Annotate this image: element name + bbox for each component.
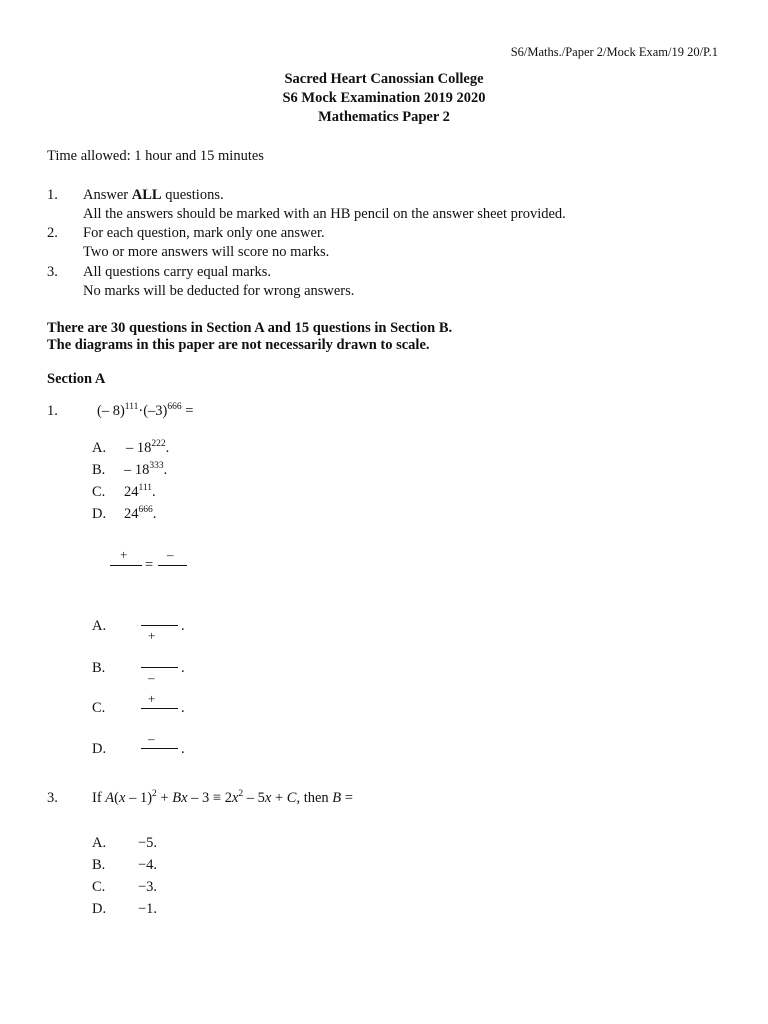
fraction-plus-sign: + — [120, 547, 128, 562]
instruction-2-line-2: Two or more answers will score no marks. — [83, 244, 330, 260]
instruction-1-line-1: Answer ALL questions. — [83, 187, 224, 203]
equals-sign: = — [145, 557, 154, 573]
school-name: Sacred Heart Canossian College — [284, 71, 484, 87]
option-letter: A. — [92, 440, 107, 456]
section-heading: Section A — [47, 371, 106, 387]
option-end: . — [181, 700, 185, 716]
question-1-expression: (– $8)^{111}\cdot(-3)^{666}$ = — [97, 402, 194, 419]
option-letter: D. — [92, 741, 107, 757]
option-letter: B. — [92, 857, 106, 873]
option-end: . — [181, 660, 185, 676]
question-1-option-a: – $18^{222}$. — [126, 439, 170, 456]
instruction-2-line-1: For each question, mark only one answer. — [83, 225, 325, 241]
instruction-number: 3. — [47, 264, 58, 280]
question-3-option-a: −5. — [138, 835, 158, 851]
fraction-sign: + — [148, 691, 156, 706]
fraction-bar — [158, 565, 187, 566]
question-3-option-d: −1. — [138, 901, 158, 917]
instruction-3-line-1: All questions carry equal marks. — [83, 264, 272, 280]
question-3-option-b: −4. — [138, 857, 158, 873]
fraction-bar — [110, 565, 142, 566]
fraction-bar — [141, 667, 178, 668]
question-1-option-b: – $18^{333}$. — [124, 461, 168, 478]
fraction-bar — [141, 625, 178, 626]
option-letter: C. — [92, 879, 106, 895]
instruction-number: 2. — [47, 225, 58, 241]
option-letter: A. — [92, 618, 107, 634]
paper-title: Mathematics Paper 2 — [318, 109, 450, 125]
question-1-option-c: $24^{111}$. — [124, 483, 156, 500]
fraction-bar — [141, 708, 178, 709]
option-letter: B. — [92, 462, 106, 478]
fraction-sign: – — [148, 670, 155, 685]
option-letter: D. — [92, 506, 107, 522]
option-letter: C. — [92, 700, 106, 716]
question-number: 3. — [47, 790, 58, 806]
fraction-bar — [141, 748, 178, 749]
question-1-option-d: $24^{666}$. — [124, 505, 157, 522]
time-allowed: Time allowed: 1 hour and 15 minutes — [47, 148, 264, 164]
notice-line-1: There are 30 questions in Section A and 15 questions in Section B. — [47, 320, 453, 336]
option-letter: A. — [92, 835, 107, 851]
exam-title: S6 Mock Examination 2019 2020 — [282, 90, 486, 106]
question-number: 1. — [47, 403, 58, 419]
page-reference: S6/Maths./Paper 2/Mock Exam/19 20/P.1 — [510, 45, 718, 59]
fraction-minus-sign: – — [167, 547, 174, 562]
question-3-statement: If $A(x - 1)^2 + Bx - 3 \equiv 2x^2 - 5x + C$, then B = — [92, 789, 353, 806]
notice-line-2: The diagrams in this paper are not necessarily drawn to scale. — [47, 337, 430, 353]
question-3-option-c: −3. — [138, 879, 158, 895]
instruction-3-line-2: No marks will be deducted for wrong answers. — [83, 283, 355, 299]
fraction-sign: + — [148, 628, 156, 643]
option-end: . — [181, 618, 185, 634]
option-letter: B. — [92, 660, 106, 676]
option-letter: D. — [92, 901, 107, 917]
instruction-number: 1. — [47, 187, 58, 203]
instruction-1-line-2: All the answers should be marked with an HB pencil on the answer sheet provided. — [83, 206, 566, 222]
fraction-sign: – — [148, 731, 155, 746]
option-end: . — [181, 741, 185, 757]
option-letter: C. — [92, 484, 106, 500]
